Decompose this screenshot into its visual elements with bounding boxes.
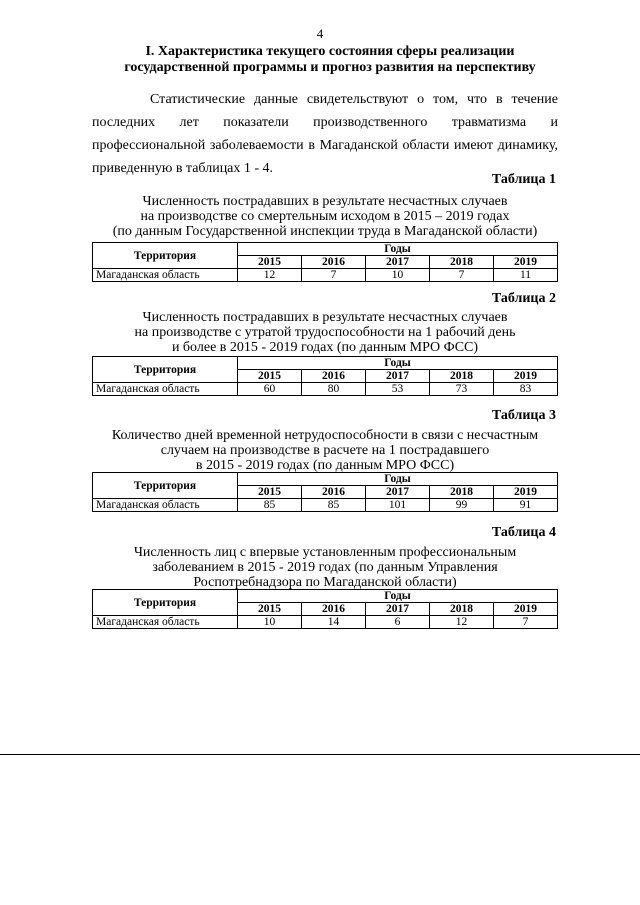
caption-line: Численность пострадавших в результате несчастных случаев xyxy=(142,310,508,325)
value-cell: 101 xyxy=(366,499,430,512)
year-header: 2017 xyxy=(366,370,430,383)
year-header: 2015 xyxy=(238,256,302,269)
value-cell: 14 xyxy=(302,616,366,629)
page-number: 4 xyxy=(316,26,324,41)
year-header: 2017 xyxy=(366,603,430,616)
footer-divider xyxy=(0,754,640,755)
table-3-caption xyxy=(92,428,558,473)
value-cell: 80 xyxy=(302,383,366,396)
caption-line: и более в 2015 - 2019 годах (по данным МРО ФСС) xyxy=(171,340,479,355)
table-1-label: Таблица 1 xyxy=(491,172,556,187)
year-header: 2019 xyxy=(494,370,558,383)
table-2-label: Таблица 2 xyxy=(491,291,556,306)
caption-line: (по данным Государственной инспекции труда в Магаданской области) xyxy=(112,224,538,239)
year-header: 2017 xyxy=(366,486,430,499)
value-cell: 85 xyxy=(238,499,302,512)
territory-header: Территория xyxy=(93,590,238,616)
year-header: 2015 xyxy=(238,603,302,616)
table-1-caption xyxy=(92,194,558,239)
value-cell: 12 xyxy=(430,616,494,629)
year-header: 2017 xyxy=(366,256,430,269)
caption-line: Количество дней временной нетрудоспособности в связи с несчастным xyxy=(111,428,539,443)
caption-line: на производстве со смертельным исходом в 2015 – 2019 годах xyxy=(140,209,510,224)
region-cell: Магаданская область xyxy=(93,383,238,396)
table-row xyxy=(93,499,558,512)
value-cell: 6 xyxy=(366,616,430,629)
year-header: 2016 xyxy=(302,486,366,499)
table-4-caption xyxy=(92,545,558,590)
table-4-label: Таблица 4 xyxy=(491,525,556,540)
caption-line: в 2015 - 2019 годах (по данным МРО ФСС) xyxy=(195,458,455,473)
caption-line: случаем на производстве в расчете на 1 пострадавшего xyxy=(160,443,490,458)
year-header: 2016 xyxy=(302,256,366,269)
caption-line: Численность лиц с впервые установленным профессиональным xyxy=(133,545,517,560)
year-header: 2019 xyxy=(494,256,558,269)
region-cell: Магаданская область xyxy=(93,616,238,629)
table-2-caption xyxy=(92,310,558,355)
territory-header: Территория xyxy=(93,473,238,499)
table-row xyxy=(93,269,558,282)
year-header: 2015 xyxy=(238,370,302,383)
territory-header: Территория xyxy=(93,243,238,269)
territory-header: Территория xyxy=(93,357,238,383)
value-cell: 12 xyxy=(238,269,302,282)
region-cell: Магаданская область xyxy=(93,269,238,282)
year-header: 2015 xyxy=(238,486,302,499)
value-cell: 7 xyxy=(302,269,366,282)
value-cell: 10 xyxy=(238,616,302,629)
value-cell: 11 xyxy=(494,269,558,282)
table-1 xyxy=(92,242,558,282)
caption-line: заболеванием в 2015 - 2019 годах (по данным Управления xyxy=(152,560,498,575)
value-cell: 91 xyxy=(494,499,558,512)
region-cell: Магаданская область xyxy=(93,499,238,512)
year-header: 2016 xyxy=(302,370,366,383)
year-header: 2018 xyxy=(430,603,494,616)
table-row xyxy=(93,616,558,629)
caption-line: Роспотребнадзора по Магаданской области) xyxy=(193,575,457,590)
caption-line: на производстве с утратой трудоспособности на 1 рабочий день xyxy=(134,325,516,340)
value-cell: 53 xyxy=(366,383,430,396)
table-3-label: Таблица 3 xyxy=(491,408,556,423)
value-cell: 83 xyxy=(494,383,558,396)
table-2 xyxy=(92,356,558,396)
years-header: Годы xyxy=(238,590,558,603)
table-4 xyxy=(92,589,558,629)
years-header: Годы xyxy=(238,357,558,370)
value-cell: 7 xyxy=(430,269,494,282)
caption-line: Численность пострадавших в результате несчастных случаев xyxy=(142,194,508,209)
year-header: 2018 xyxy=(430,370,494,383)
year-header: 2018 xyxy=(430,486,494,499)
year-header: 2019 xyxy=(494,603,558,616)
years-header: Годы xyxy=(238,243,558,256)
table-row xyxy=(93,383,558,396)
section-heading xyxy=(60,44,600,76)
heading-line-1: I. Характеристика текущего состояния сферы реализации xyxy=(145,44,515,59)
years-header: Годы xyxy=(238,473,558,486)
year-header: 2019 xyxy=(494,486,558,499)
value-cell: 60 xyxy=(238,383,302,396)
heading-line-2: государственной программы и прогноз развития на перспективу xyxy=(124,60,536,75)
value-cell: 10 xyxy=(366,269,430,282)
value-cell: 73 xyxy=(430,383,494,396)
table-3 xyxy=(92,472,558,512)
value-cell: 85 xyxy=(302,499,366,512)
year-header: 2016 xyxy=(302,603,366,616)
value-cell: 99 xyxy=(430,499,494,512)
value-cell: 7 xyxy=(494,616,558,629)
intro-paragraph: Статистические данные свидетельствуют о том, что в течение последних лет показатели производственного травматизма и профессиональной заболеваемости в Магаданской области имеют динамику, приведенную в таблицах 1 - 4. xyxy=(92,92,558,176)
year-header: 2018 xyxy=(430,256,494,269)
